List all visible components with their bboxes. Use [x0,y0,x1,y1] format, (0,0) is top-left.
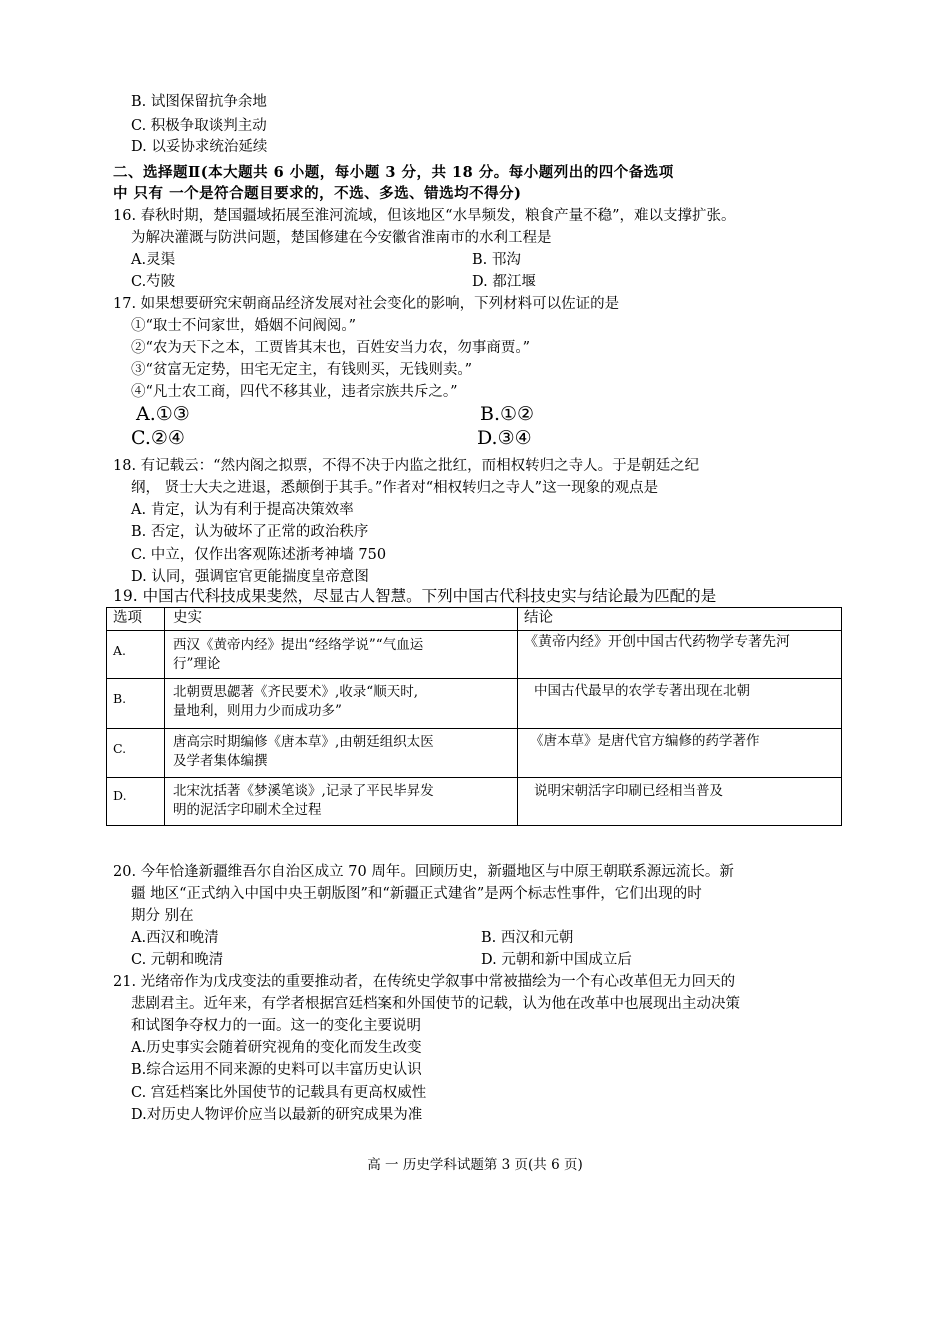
row-fact [165,631,518,679]
q19-table [106,607,842,826]
row-fact-line1: 北朝贾思勰著《齐民要术》,收录“顺天时, [173,684,418,700]
table-header-row [107,608,842,631]
row-fact [165,679,518,729]
q20-stem-line3: 期分 别在 [131,908,194,924]
row-conclusion: 《唐本草》是唐代官方编修的药学著作 [518,729,842,778]
q17-item2: ②“农为天下之本，工贾皆其末也，百姓安当力农，勿事商贾。” [131,340,531,356]
q17-item4: ④“凡士农工商，四代不移其业，违者宗族共斥之。” [131,384,458,400]
q18-option-b: B. 否定，认为破坏了正常的政治秩序 [131,524,369,540]
q20-option-b: B. 西汉和元朝 [481,930,574,946]
q18-stem-line2: 纲， 贤士大夫之进退，悉颠倒于其手。”作者对“相权转归之寺人”这一现象的观点是 [131,480,659,496]
table-row [107,778,842,826]
row-fact-line1: 北宋沈括著《梦溪笔谈》,记录了平民毕昇发 [173,783,434,799]
q20-stem-line2: 疆 地区“正式纳入中国中央王朝版图”和“新疆正式建省”是两个标志性事件，它们出现的时 [131,886,702,902]
prev-option-d: D. 以妥协求统治延续 [131,139,268,155]
page-footer: 高 一 历史学科试题第 3 页(共 6 页) [367,1157,583,1173]
q21-option-a: A.历史事实会随着研究视角的变化而发生改变 [131,1040,422,1056]
row-conclusion: 说明宋朝活字印刷已经相当普及 [518,778,842,826]
table-row [107,631,842,679]
q20-stem-line1: 20. 今年恰逢新疆维吾尔自治区成立 70 周年。回顾历史，新疆地区与中原王朝联系源远流长。新 [113,864,734,880]
row-fact-line1: 唐高宗时期编修《唐本草》,由朝廷组织太医 [173,734,434,750]
row-option: A. [107,631,165,679]
row-fact-line2: 行”理论 [173,656,221,672]
row-fact [165,778,518,826]
q20-option-c: C. 元朝和晚清 [131,952,224,968]
section-heading-line1: 二、选择题Ⅱ(本大题共 6 小题，每小题 3 分，共 18 分。每小题列出的四个备选项 [113,164,674,181]
q21-option-c: C. 宫廷档案比外国使节的记载具有更高权威性 [131,1085,427,1101]
row-fact-line2: 明的泥活字印刷术全过程 [173,802,322,818]
q19-stem: 19. 中国古代科技成果斐然，尽显古人智慧。下列中国古代科技史实与结论最为匹配的是 [113,587,717,605]
prev-option-b: B. 试图保留抗争余地 [131,94,267,110]
q20-option-a: A.西汉和晚清 [131,930,219,946]
row-fact-line2: 及学者集体编撰 [173,753,268,769]
row-option: C. [107,729,165,778]
q17-option-a: A.①③ [136,403,190,425]
q16-option-d: D. 都江堰 [472,274,536,290]
q21-stem-line1: 21. 光绪帝作为戊戌变法的重要推动者，在传统史学叙事中常被描绘为一个有心改革但无力回天的 [113,974,736,990]
table-row [107,679,842,729]
q18-option-d: D. 认同，强调宦官更能揣度皇帝意图 [131,569,369,585]
q16-option-c: C.芍陂 [131,274,176,290]
q16-option-b: B. 邗沟 [472,252,521,268]
row-conclusion: 中国古代最早的农学专著出现在北朝 [518,679,842,729]
table-header-conclusion: 结论 [518,608,842,631]
table-header-fact: 史实 [165,608,518,631]
q21-option-d: D.对历史人物评价应当以最新的研究成果为准 [131,1107,423,1123]
section-heading-line2: 中 只有 一个是符合题目要求的，不选、多选、错选均不得分) [113,185,522,202]
q20-option-d: D. 元朝和新中国成立后 [481,952,632,968]
q16-stem-line1: 16. 春秋时期，楚国疆域拓展至淮河流域，但该地区“水旱频发，粮食产量不稳”，难以支撑扩张。 [113,208,736,224]
q17-option-c: C.②④ [131,427,185,449]
q17-option-d: D.③④ [477,427,532,449]
table-header-option: 选项 [107,608,165,631]
row-conclusion: 《黄帝内经》开创中国古代药物学专著先河 [518,631,842,679]
row-fact-line1: 西汉《黄帝内经》提出“经络学说”“气血运 [173,637,424,653]
q17-item3: ③“贫富无定势，田宅无定主，有钱则买，无钱则卖。” [131,362,473,378]
q18-option-c: C. 中立，仅作出客观陈述浙考神墙 750 [131,547,387,563]
q18-stem-line1: 18. 有记载云：“然内阁之拟票，不得不决于内监之批红，而相权转归之寺人。于是朝廷之纪 [113,458,700,474]
q18-option-a: A. 肯定，认为有利于提高决策效率 [131,502,354,518]
prev-option-c: C. 积极争取谈判主动 [131,118,267,134]
row-fact-line2: 量地利，则用力少而成功多” [173,703,342,719]
q16-option-a: A.灵渠 [131,252,176,268]
q16-stem-line2: 为解决灌溉与防洪问题，楚国修建在今安徽省淮南市的水利工程是 [131,230,552,246]
q21-stem-line2: 悲剧君主。近年来，有学者根据宫廷档案和外国使节的记载，认为他在改革中也展现出主动决策 [131,996,740,1012]
row-option: B. [107,679,165,729]
q21-option-b: B.综合运用不同来源的史料可以丰富历史认识 [131,1062,422,1078]
table-row [107,729,842,778]
row-option: D. [107,778,165,826]
q21-stem-line3: 和试图争夺权力的一面。这一的变化主要说明 [131,1018,421,1034]
q17-item1: ①“取士不问家世，婚姻不问阀阅。” [131,318,357,334]
q17-stem: 17. 如果想要研究宋朝商品经济发展对社会变化的影响，下列材料可以佐证的是 [113,296,620,312]
row-fact [165,729,518,778]
q17-option-b: B.①② [480,403,535,425]
